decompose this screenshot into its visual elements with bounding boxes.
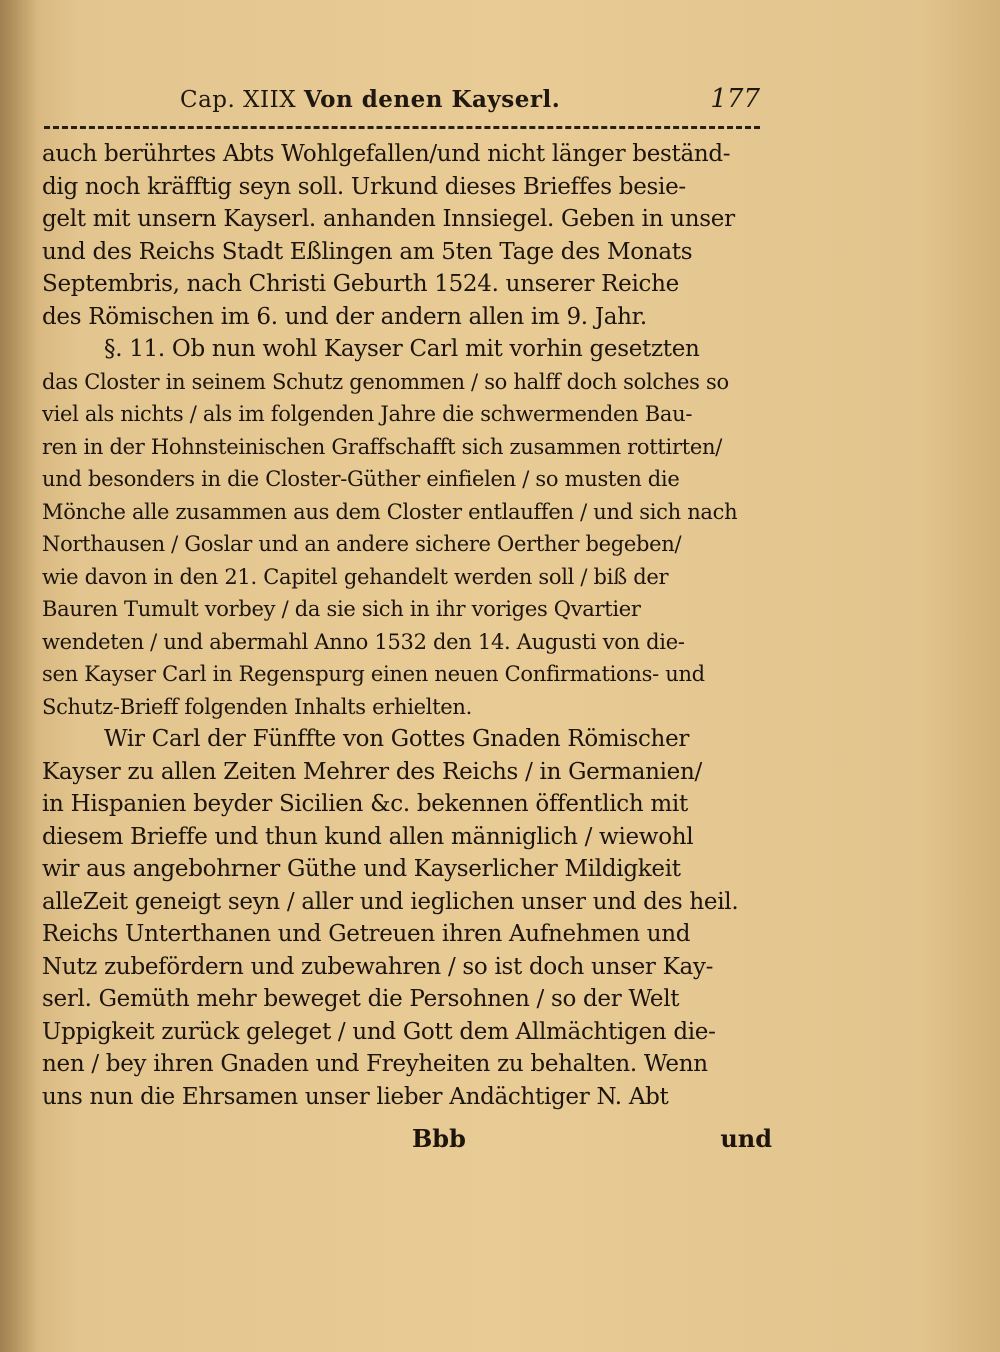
gutter-shadow: [0, 0, 38, 1352]
text-line: auch berührtes Abts Wohlgefallen/und nicht länger beständ-: [42, 141, 731, 167]
text-line: uns nun die Ehrsamen unser lieber Andächtiger N. Abt: [42, 1083, 669, 1110]
text-line: Reichs Unterthanen und Getreuen ihren Aufnehmen und: [42, 921, 691, 947]
text-line: in Hispanien beyder Sicilien &c. bekennen öffentlich mit: [42, 791, 688, 817]
text-line: Septembris, nach Christi Geburth 1524. unserer Reiche: [42, 271, 679, 297]
text-line: und des Reichs Stadt Eßlingen am 5ten Tage des Monats: [42, 238, 693, 265]
text-line: Bauren Tumult vorbey / da sie sich in ihr voriges Qvartier: [42, 597, 641, 621]
paragraph-start-line: Wir Carl der Fünffte von Gottes Gnaden Römischer: [104, 726, 690, 752]
text-line: Uppigkeit zurück geleget / und Gott dem Allmächtigen die-: [42, 1018, 716, 1045]
header-rule: [44, 126, 760, 129]
text-line: Kayser zu allen Zeiten Mehrer des Reichs / in Germanien/: [42, 758, 702, 785]
page-header: [180, 82, 760, 122]
text-line: viel als nichts / als im folgenden Jahre die schwermenden Bau-: [42, 402, 693, 426]
text-line: Mönche alle zusammen aus dem Closter entlauffen / und sich nach: [42, 499, 738, 524]
page-footer: [42, 1124, 772, 1158]
text-line: serl. Gemüth mehr beweget die Persohnen / so der Welt: [42, 986, 680, 1012]
text-line: dig noch kräfftig seyn soll. Urkund dieses Brieffes besie-: [42, 173, 686, 200]
text-line: Schutz-Brieff folgenden Inhalts erhielten.: [42, 694, 473, 719]
running-title: Von denen Kayserl.: [303, 86, 561, 113]
text-line: nen / bey ihren Gnaden und Freyheiten zu behalten. Wenn: [42, 1051, 708, 1077]
text-line: sen Kayser Carl in Regenspurg einen neuen Confirmations- und: [42, 662, 705, 686]
text-line: gelt mit unsern Kayserl. anhanden Innsiegel. Geben in unser: [42, 206, 735, 232]
text-line: wir aus angebohrner Güthe und Kayserlicher Mildigkeit: [42, 856, 681, 882]
text-line: das Closter in seinem Schutz genommen / so halff doch solches so: [42, 369, 729, 394]
text-line: Nutz zubefördern und zubewahren / so ist doch unser Kay-: [42, 953, 714, 980]
text-line: diesem Brieffe und thun kund allen männiglich / wiewohl: [42, 823, 694, 850]
chapter-label: Cap. XIIX: [180, 87, 297, 113]
catchword: und: [720, 1124, 772, 1153]
text-line: Northausen / Goslar und an andere sichere Oerther begeben/: [42, 532, 682, 556]
text-line: ren in der Hohnsteinischen Graffschafft sich zusammen rottirten/: [42, 434, 722, 459]
text-line: alleZeit geneigt seyn / aller und ieglichen unser und des heil.: [42, 888, 739, 915]
text-line: wie davon in den 21. Capitel gehandelt werden soll / biß der: [42, 564, 669, 589]
text-line: des Römischen im 6. und der andern allen im 9. Jahr.: [42, 303, 647, 330]
running-head: [180, 86, 560, 113]
body-text: [42, 138, 772, 1113]
text-line: wendeten / und abermahl Anno 1532 den 14. Augusti von die-: [42, 629, 685, 654]
paragraph-start-line: §. 11. Ob nun wohl Kayser Carl mit vorhin gesetzten: [104, 336, 700, 362]
page-number: 177: [710, 84, 760, 114]
signature-mark: Bbb: [412, 1124, 466, 1153]
text-line: und besonders in die Closter-Güther einfielen / so musten die: [42, 467, 680, 491]
